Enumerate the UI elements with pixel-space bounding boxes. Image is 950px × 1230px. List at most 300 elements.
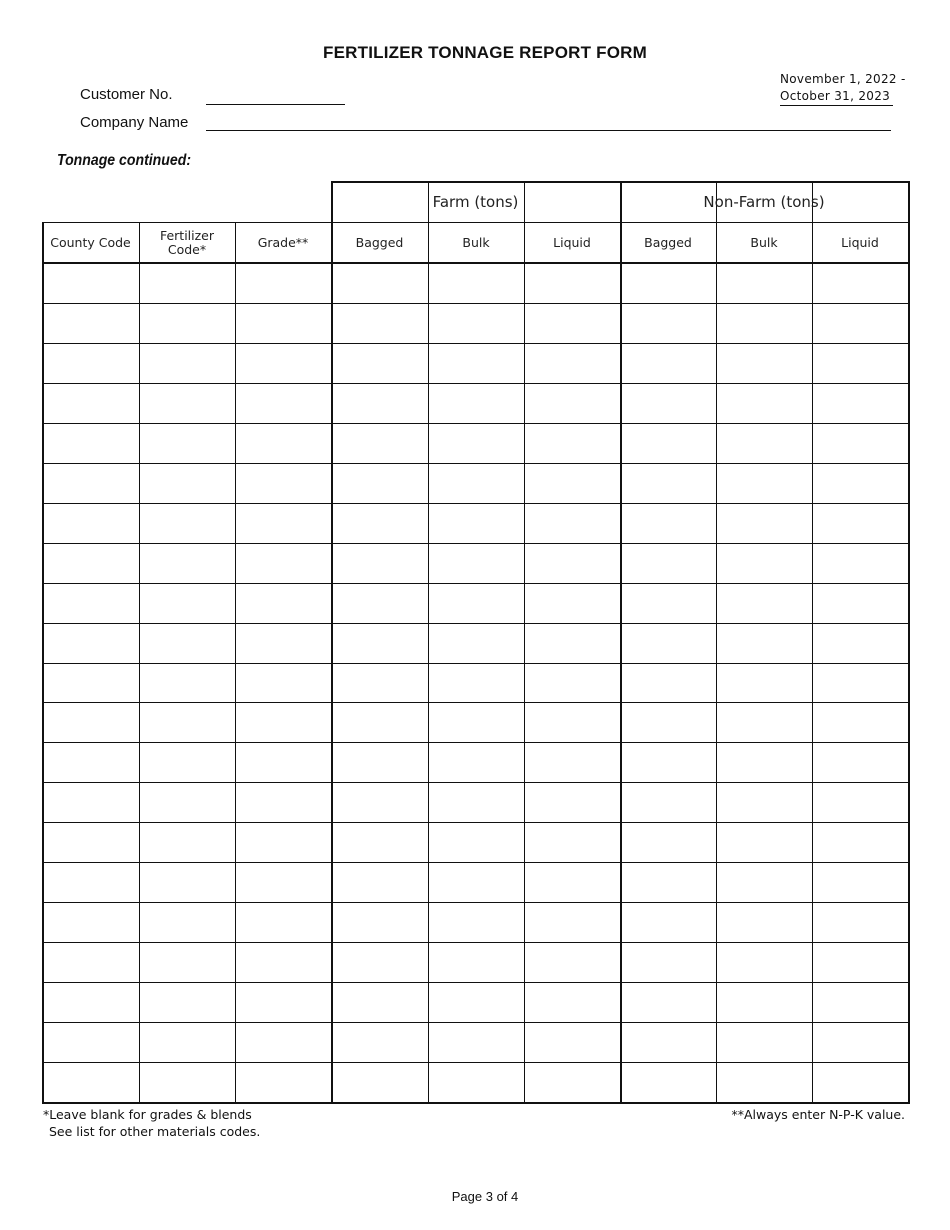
table-cell-farm-bagged[interactable] [333, 704, 427, 742]
table-cell-farm-liquid[interactable] [526, 864, 619, 902]
customer-no-input[interactable] [206, 83, 349, 103]
table-cell-fertilizer-code[interactable] [141, 465, 234, 503]
fertilizer-code-input[interactable] [141, 665, 234, 702]
table-cell-grade[interactable] [237, 265, 330, 303]
table-cell-fertilizer-code[interactable] [141, 1024, 234, 1062]
nonfarm-bagged-input[interactable] [622, 744, 715, 782]
farm-bulk-input[interactable] [430, 345, 523, 383]
farm-bagged-input[interactable] [333, 784, 427, 822]
nonfarm-bagged-input[interactable] [622, 425, 715, 463]
farm-bagged-input[interactable] [333, 505, 427, 543]
farm-liquid-input[interactable] [526, 305, 619, 343]
table-cell-farm-liquid[interactable] [526, 305, 619, 343]
table-cell-grade[interactable] [237, 1024, 330, 1062]
table-cell-nonfarm-bulk[interactable] [718, 904, 811, 942]
farm-bulk-input[interactable] [430, 864, 523, 902]
table-cell-farm-bulk[interactable] [430, 1064, 523, 1102]
table-cell-farm-bulk[interactable] [430, 305, 523, 343]
table-cell-nonfarm-liquid[interactable] [814, 864, 907, 902]
farm-bagged-input[interactable] [333, 345, 427, 383]
fertilizer-code-input[interactable] [141, 265, 234, 303]
table-cell-farm-liquid[interactable] [526, 505, 619, 543]
farm-bagged-input[interactable] [333, 904, 427, 942]
table-cell-farm-bagged[interactable] [333, 1064, 427, 1102]
nonfarm-bulk-input[interactable] [718, 385, 811, 423]
table-cell-fertilizer-code[interactable] [141, 904, 234, 942]
table-cell-grade[interactable] [237, 305, 330, 343]
table-cell-county-code[interactable] [44, 545, 138, 583]
county-code-input[interactable] [44, 824, 138, 862]
farm-bagged-input[interactable] [333, 704, 427, 742]
table-cell-grade[interactable] [237, 425, 330, 463]
farm-liquid-input[interactable] [526, 1024, 619, 1062]
nonfarm-bulk-input[interactable] [718, 465, 811, 503]
table-cell-nonfarm-bagged[interactable] [622, 665, 715, 702]
nonfarm-liquid-input[interactable] [814, 704, 907, 742]
nonfarm-bagged-input[interactable] [622, 904, 715, 942]
county-code-input[interactable] [44, 625, 138, 663]
table-cell-nonfarm-bulk[interactable] [718, 944, 811, 982]
table-cell-nonfarm-liquid[interactable] [814, 824, 907, 862]
table-cell-farm-bulk[interactable] [430, 704, 523, 742]
table-cell-county-code[interactable] [44, 704, 138, 742]
nonfarm-bagged-input[interactable] [622, 305, 715, 343]
table-cell-farm-bagged[interactable] [333, 385, 427, 423]
table-cell-nonfarm-bagged[interactable] [622, 944, 715, 982]
nonfarm-bulk-input[interactable] [718, 784, 811, 822]
farm-bulk-input[interactable] [430, 1024, 523, 1062]
farm-bulk-input[interactable] [430, 784, 523, 822]
nonfarm-bulk-input[interactable] [718, 744, 811, 782]
grade-input[interactable] [237, 305, 330, 343]
table-cell-nonfarm-bulk[interactable] [718, 425, 811, 463]
farm-bulk-input[interactable] [430, 984, 523, 1022]
nonfarm-bagged-input[interactable] [622, 385, 715, 423]
farm-bagged-input[interactable] [333, 265, 427, 303]
fertilizer-code-input[interactable] [141, 345, 234, 383]
table-cell-fertilizer-code[interactable] [141, 585, 234, 623]
table-cell-nonfarm-bulk[interactable] [718, 545, 811, 583]
nonfarm-bagged-input[interactable] [622, 1064, 715, 1102]
farm-liquid-input[interactable] [526, 704, 619, 742]
table-cell-county-code[interactable] [44, 784, 138, 822]
table-cell-nonfarm-bagged[interactable] [622, 984, 715, 1022]
fertilizer-code-input[interactable] [141, 824, 234, 862]
table-cell-nonfarm-bagged[interactable] [622, 305, 715, 343]
farm-bulk-input[interactable] [430, 824, 523, 862]
table-cell-farm-bulk[interactable] [430, 1024, 523, 1062]
farm-liquid-input[interactable] [526, 824, 619, 862]
table-cell-county-code[interactable] [44, 904, 138, 942]
table-cell-fertilizer-code[interactable] [141, 784, 234, 822]
table-cell-grade[interactable] [237, 944, 330, 982]
farm-liquid-input[interactable] [526, 744, 619, 782]
table-cell-county-code[interactable] [44, 665, 138, 702]
table-cell-nonfarm-bulk[interactable] [718, 984, 811, 1022]
grade-input[interactable] [237, 265, 330, 303]
table-cell-farm-liquid[interactable] [526, 385, 619, 423]
grade-input[interactable] [237, 425, 330, 463]
table-cell-farm-bagged[interactable] [333, 665, 427, 702]
table-cell-nonfarm-bagged[interactable] [622, 425, 715, 463]
nonfarm-liquid-input[interactable] [814, 1024, 907, 1062]
table-cell-nonfarm-liquid[interactable] [814, 465, 907, 503]
nonfarm-bulk-input[interactable] [718, 704, 811, 742]
table-cell-farm-bagged[interactable] [333, 744, 427, 782]
nonfarm-bulk-input[interactable] [718, 1064, 811, 1102]
table-cell-nonfarm-bulk[interactable] [718, 505, 811, 543]
nonfarm-bulk-input[interactable] [718, 625, 811, 663]
farm-bagged-input[interactable] [333, 824, 427, 862]
fertilizer-code-input[interactable] [141, 704, 234, 742]
table-cell-farm-bagged[interactable] [333, 784, 427, 822]
farm-liquid-input[interactable] [526, 545, 619, 583]
county-code-input[interactable] [44, 784, 138, 822]
county-code-input[interactable] [44, 864, 138, 902]
table-cell-farm-bagged[interactable] [333, 864, 427, 902]
company-name-field[interactable] [206, 130, 891, 131]
table-cell-county-code[interactable] [44, 1064, 138, 1102]
table-cell-farm-bulk[interactable] [430, 265, 523, 303]
farm-liquid-input[interactable] [526, 385, 619, 423]
farm-bulk-input[interactable] [430, 545, 523, 583]
table-cell-farm-bagged[interactable] [333, 625, 427, 663]
table-cell-nonfarm-bulk[interactable] [718, 665, 811, 702]
table-cell-nonfarm-liquid[interactable] [814, 1024, 907, 1062]
table-cell-farm-bulk[interactable] [430, 545, 523, 583]
nonfarm-bulk-input[interactable] [718, 864, 811, 902]
table-cell-farm-bulk[interactable] [430, 345, 523, 383]
table-cell-grade[interactable] [237, 665, 330, 702]
farm-liquid-input[interactable] [526, 345, 619, 383]
grade-input[interactable] [237, 545, 330, 583]
nonfarm-bulk-input[interactable] [718, 904, 811, 942]
farm-liquid-input[interactable] [526, 665, 619, 702]
county-code-input[interactable] [44, 545, 138, 583]
table-cell-nonfarm-bagged[interactable] [622, 904, 715, 942]
table-cell-farm-bulk[interactable] [430, 585, 523, 623]
table-cell-fertilizer-code[interactable] [141, 345, 234, 383]
fertilizer-code-input[interactable] [141, 385, 234, 423]
grade-input[interactable] [237, 625, 330, 663]
table-cell-nonfarm-liquid[interactable] [814, 784, 907, 822]
table-cell-nonfarm-bulk[interactable] [718, 385, 811, 423]
farm-liquid-input[interactable] [526, 625, 619, 663]
table-cell-farm-bulk[interactable] [430, 465, 523, 503]
farm-bulk-input[interactable] [430, 385, 523, 423]
table-cell-nonfarm-bulk[interactable] [718, 784, 811, 822]
table-cell-farm-bagged[interactable] [333, 1024, 427, 1062]
farm-liquid-input[interactable] [526, 505, 619, 543]
grade-input[interactable] [237, 704, 330, 742]
nonfarm-liquid-input[interactable] [814, 505, 907, 543]
table-cell-nonfarm-liquid[interactable] [814, 265, 907, 303]
table-cell-county-code[interactable] [44, 984, 138, 1022]
farm-bagged-input[interactable] [333, 585, 427, 623]
table-cell-grade[interactable] [237, 1064, 330, 1102]
table-cell-farm-bulk[interactable] [430, 665, 523, 702]
farm-bagged-input[interactable] [333, 545, 427, 583]
table-cell-farm-bulk[interactable] [430, 385, 523, 423]
table-cell-nonfarm-liquid[interactable] [814, 625, 907, 663]
table-cell-county-code[interactable] [44, 1024, 138, 1062]
fertilizer-code-input[interactable] [141, 305, 234, 343]
county-code-input[interactable] [44, 345, 138, 383]
nonfarm-liquid-input[interactable] [814, 944, 907, 982]
table-cell-nonfarm-bulk[interactable] [718, 864, 811, 902]
fertilizer-code-input[interactable] [141, 465, 234, 503]
grade-input[interactable] [237, 665, 330, 702]
nonfarm-bulk-input[interactable] [718, 984, 811, 1022]
grade-input[interactable] [237, 1064, 330, 1102]
table-cell-nonfarm-liquid[interactable] [814, 904, 907, 942]
county-code-input[interactable] [44, 385, 138, 423]
table-cell-farm-liquid[interactable] [526, 545, 619, 583]
table-cell-farm-bagged[interactable] [333, 585, 427, 623]
farm-bulk-input[interactable] [430, 904, 523, 942]
table-cell-grade[interactable] [237, 345, 330, 383]
table-cell-farm-liquid[interactable] [526, 625, 619, 663]
table-cell-nonfarm-bagged[interactable] [622, 505, 715, 543]
table-cell-nonfarm-bulk[interactable] [718, 305, 811, 343]
table-cell-fertilizer-code[interactable] [141, 665, 234, 702]
table-cell-nonfarm-liquid[interactable] [814, 305, 907, 343]
farm-bulk-input[interactable] [430, 944, 523, 982]
nonfarm-bulk-input[interactable] [718, 585, 811, 623]
table-cell-nonfarm-liquid[interactable] [814, 585, 907, 623]
table-cell-farm-liquid[interactable] [526, 345, 619, 383]
table-cell-grade[interactable] [237, 904, 330, 942]
nonfarm-liquid-input[interactable] [814, 984, 907, 1022]
table-cell-farm-bulk[interactable] [430, 505, 523, 543]
grade-input[interactable] [237, 345, 330, 383]
table-cell-nonfarm-liquid[interactable] [814, 425, 907, 463]
county-code-input[interactable] [44, 704, 138, 742]
nonfarm-bulk-input[interactable] [718, 545, 811, 583]
table-cell-county-code[interactable] [44, 625, 138, 663]
county-code-input[interactable] [44, 984, 138, 1022]
table-cell-county-code[interactable] [44, 265, 138, 303]
table-cell-farm-bagged[interactable] [333, 265, 427, 303]
table-cell-nonfarm-liquid[interactable] [814, 744, 907, 782]
farm-bulk-input[interactable] [430, 704, 523, 742]
table-cell-county-code[interactable] [44, 425, 138, 463]
table-cell-nonfarm-liquid[interactable] [814, 704, 907, 742]
table-cell-farm-bulk[interactable] [430, 864, 523, 902]
grade-input[interactable] [237, 784, 330, 822]
nonfarm-bulk-input[interactable] [718, 665, 811, 702]
farm-bagged-input[interactable] [333, 625, 427, 663]
farm-liquid-input[interactable] [526, 425, 619, 463]
fertilizer-code-input[interactable] [141, 1064, 234, 1102]
table-cell-nonfarm-bagged[interactable] [622, 585, 715, 623]
nonfarm-bagged-input[interactable] [622, 265, 715, 303]
table-cell-county-code[interactable] [44, 864, 138, 902]
company-name-input[interactable] [206, 109, 895, 129]
nonfarm-liquid-input[interactable] [814, 585, 907, 623]
nonfarm-bagged-input[interactable] [622, 545, 715, 583]
farm-liquid-input[interactable] [526, 585, 619, 623]
table-cell-nonfarm-bagged[interactable] [622, 704, 715, 742]
table-cell-fertilizer-code[interactable] [141, 1064, 234, 1102]
nonfarm-bulk-input[interactable] [718, 505, 811, 543]
table-cell-farm-bulk[interactable] [430, 625, 523, 663]
nonfarm-bagged-input[interactable] [622, 585, 715, 623]
table-cell-fertilizer-code[interactable] [141, 505, 234, 543]
table-cell-grade[interactable] [237, 744, 330, 782]
nonfarm-liquid-input[interactable] [814, 744, 907, 782]
table-cell-fertilizer-code[interactable] [141, 425, 234, 463]
table-cell-farm-liquid[interactable] [526, 944, 619, 982]
grade-input[interactable] [237, 904, 330, 942]
grade-input[interactable] [237, 585, 330, 623]
table-cell-nonfarm-liquid[interactable] [814, 984, 907, 1022]
table-cell-farm-bulk[interactable] [430, 824, 523, 862]
nonfarm-liquid-input[interactable] [814, 385, 907, 423]
table-cell-nonfarm-bagged[interactable] [622, 1024, 715, 1062]
table-cell-farm-bagged[interactable] [333, 824, 427, 862]
nonfarm-bagged-input[interactable] [622, 784, 715, 822]
nonfarm-liquid-input[interactable] [814, 904, 907, 942]
fertilizer-code-input[interactable] [141, 545, 234, 583]
table-cell-farm-bulk[interactable] [430, 904, 523, 942]
fertilizer-code-input[interactable] [141, 744, 234, 782]
nonfarm-bagged-input[interactable] [622, 625, 715, 663]
table-cell-farm-liquid[interactable] [526, 904, 619, 942]
nonfarm-bagged-input[interactable] [622, 465, 715, 503]
table-cell-grade[interactable] [237, 784, 330, 822]
grade-input[interactable] [237, 505, 330, 543]
table-cell-farm-liquid[interactable] [526, 824, 619, 862]
county-code-input[interactable] [44, 1064, 138, 1102]
table-cell-farm-bagged[interactable] [333, 545, 427, 583]
table-cell-nonfarm-bulk[interactable] [718, 345, 811, 383]
table-cell-fertilizer-code[interactable] [141, 944, 234, 982]
table-cell-fertilizer-code[interactable] [141, 824, 234, 862]
county-code-input[interactable] [44, 904, 138, 942]
farm-bagged-input[interactable] [333, 984, 427, 1022]
county-code-input[interactable] [44, 265, 138, 303]
table-cell-nonfarm-liquid[interactable] [814, 345, 907, 383]
table-cell-nonfarm-bagged[interactable] [622, 864, 715, 902]
table-cell-county-code[interactable] [44, 465, 138, 503]
farm-bulk-input[interactable] [430, 265, 523, 303]
table-cell-farm-bulk[interactable] [430, 744, 523, 782]
table-cell-grade[interactable] [237, 704, 330, 742]
table-cell-nonfarm-bagged[interactable] [622, 385, 715, 423]
table-cell-farm-liquid[interactable] [526, 425, 619, 463]
table-cell-grade[interactable] [237, 465, 330, 503]
table-cell-farm-bagged[interactable] [333, 465, 427, 503]
fertilizer-code-input[interactable] [141, 864, 234, 902]
farm-bulk-input[interactable] [430, 744, 523, 782]
nonfarm-liquid-input[interactable] [814, 784, 907, 822]
fertilizer-code-input[interactable] [141, 984, 234, 1022]
farm-liquid-input[interactable] [526, 1064, 619, 1102]
table-cell-farm-bagged[interactable] [333, 345, 427, 383]
table-cell-county-code[interactable] [44, 305, 138, 343]
table-cell-farm-bulk[interactable] [430, 984, 523, 1022]
table-cell-nonfarm-liquid[interactable] [814, 505, 907, 543]
nonfarm-bulk-input[interactable] [718, 425, 811, 463]
table-cell-grade[interactable] [237, 984, 330, 1022]
grade-input[interactable] [237, 944, 330, 982]
table-cell-farm-liquid[interactable] [526, 704, 619, 742]
farm-bulk-input[interactable] [430, 505, 523, 543]
table-cell-nonfarm-liquid[interactable] [814, 665, 907, 702]
farm-bagged-input[interactable] [333, 665, 427, 702]
nonfarm-bagged-input[interactable] [622, 1024, 715, 1062]
table-cell-farm-liquid[interactable] [526, 465, 619, 503]
grade-input[interactable] [237, 864, 330, 902]
table-cell-farm-bagged[interactable] [333, 904, 427, 942]
table-cell-nonfarm-liquid[interactable] [814, 944, 907, 982]
farm-liquid-input[interactable] [526, 904, 619, 942]
farm-bulk-input[interactable] [430, 465, 523, 503]
county-code-input[interactable] [44, 665, 138, 702]
farm-liquid-input[interactable] [526, 784, 619, 822]
nonfarm-liquid-input[interactable] [814, 305, 907, 343]
nonfarm-liquid-input[interactable] [814, 1064, 907, 1102]
grade-input[interactable] [237, 824, 330, 862]
table-cell-nonfarm-bulk[interactable] [718, 704, 811, 742]
nonfarm-bulk-input[interactable] [718, 265, 811, 303]
table-cell-farm-liquid[interactable] [526, 265, 619, 303]
table-cell-nonfarm-bulk[interactable] [718, 1064, 811, 1102]
table-cell-nonfarm-bulk[interactable] [718, 824, 811, 862]
table-cell-nonfarm-liquid[interactable] [814, 1064, 907, 1102]
table-cell-farm-bagged[interactable] [333, 984, 427, 1022]
farm-bagged-input[interactable] [333, 944, 427, 982]
nonfarm-bagged-input[interactable] [622, 824, 715, 862]
nonfarm-liquid-input[interactable] [814, 465, 907, 503]
table-cell-grade[interactable] [237, 864, 330, 902]
fertilizer-code-input[interactable] [141, 585, 234, 623]
table-cell-farm-liquid[interactable] [526, 1064, 619, 1102]
grade-input[interactable] [237, 465, 330, 503]
table-cell-fertilizer-code[interactable] [141, 305, 234, 343]
nonfarm-bulk-input[interactable] [718, 944, 811, 982]
fertilizer-code-input[interactable] [141, 625, 234, 663]
table-cell-grade[interactable] [237, 625, 330, 663]
table-cell-nonfarm-bagged[interactable] [622, 345, 715, 383]
table-cell-fertilizer-code[interactable] [141, 385, 234, 423]
fertilizer-code-input[interactable] [141, 784, 234, 822]
county-code-input[interactable] [44, 944, 138, 982]
grade-input[interactable] [237, 744, 330, 782]
farm-bulk-input[interactable] [430, 665, 523, 702]
grade-input[interactable] [237, 385, 330, 423]
farm-bagged-input[interactable] [333, 744, 427, 782]
farm-bulk-input[interactable] [430, 305, 523, 343]
nonfarm-bagged-input[interactable] [622, 505, 715, 543]
table-cell-nonfarm-bagged[interactable] [622, 625, 715, 663]
table-cell-county-code[interactable] [44, 585, 138, 623]
fertilizer-code-input[interactable] [141, 505, 234, 543]
county-code-input[interactable] [44, 585, 138, 623]
table-cell-nonfarm-bagged[interactable] [622, 265, 715, 303]
fertilizer-code-input[interactable] [141, 944, 234, 982]
farm-bagged-input[interactable] [333, 465, 427, 503]
table-cell-farm-liquid[interactable] [526, 984, 619, 1022]
table-cell-nonfarm-bagged[interactable] [622, 744, 715, 782]
nonfarm-bagged-input[interactable] [622, 864, 715, 902]
table-cell-fertilizer-code[interactable] [141, 744, 234, 782]
nonfarm-bagged-input[interactable] [622, 665, 715, 702]
farm-bulk-input[interactable] [430, 425, 523, 463]
nonfarm-bulk-input[interactable] [718, 1024, 811, 1062]
farm-bagged-input[interactable] [333, 425, 427, 463]
